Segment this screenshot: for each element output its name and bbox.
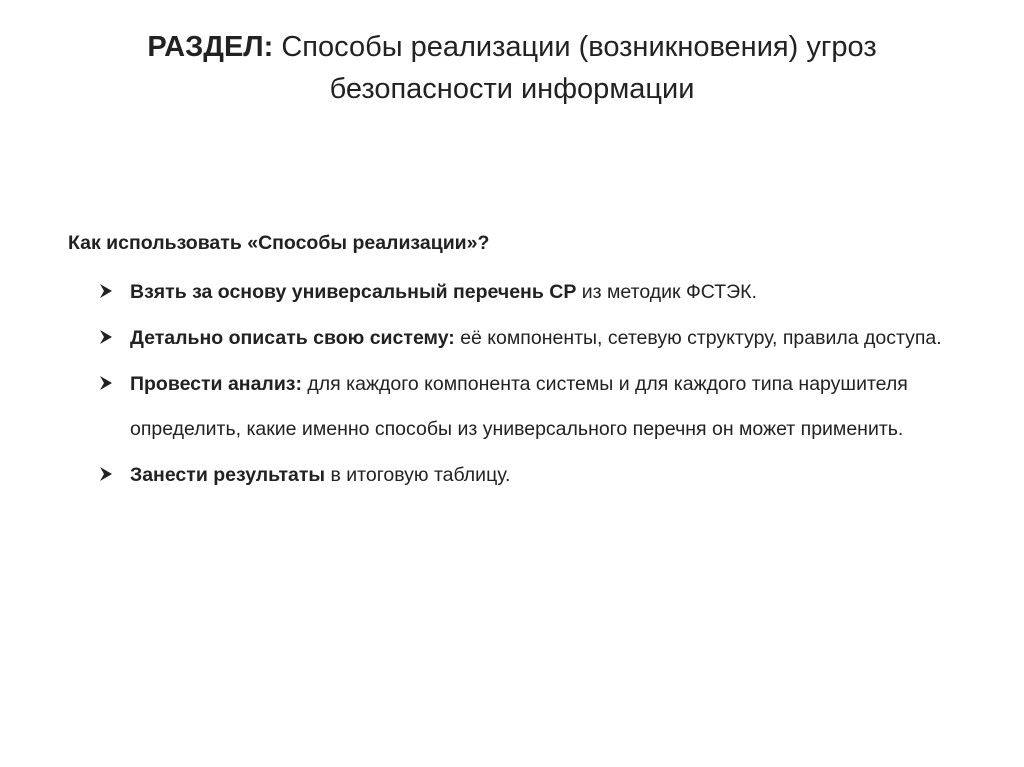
bullet-text: в итоговую таблицу. xyxy=(325,464,511,486)
bullet-item-describe-system xyxy=(68,316,988,361)
arrow-bullet-icon xyxy=(98,453,120,498)
bullet-bold-text: Занести результаты xyxy=(130,464,326,486)
bullet-bold-text: Взять за основу универсальный перечень СР xyxy=(130,281,577,303)
bullet-item-analysis xyxy=(68,362,988,452)
bullet-text: из методик ФСТЭК. xyxy=(576,281,757,303)
bullet-bold-text: Детально описать свою систему: xyxy=(130,327,455,349)
arrow-bullet-icon xyxy=(98,316,120,361)
bullet-item-base-list xyxy=(68,270,988,315)
question-heading: Как использовать «Способы реализации»? xyxy=(68,232,490,254)
title-text: Способы реализации (возникновения) угроз безопасности информации xyxy=(273,31,877,105)
slide-content xyxy=(68,228,988,499)
bullet-bold-text: Провести анализ: xyxy=(130,373,302,395)
arrow-bullet-icon xyxy=(98,362,120,407)
arrow-bullet-icon xyxy=(98,270,120,315)
bullet-text: для каждого компонента системы и для каждого типа нарушителя определить, какие именно способы из универсального перечня он может применить. xyxy=(130,373,908,440)
bullet-text: её компоненты, сетевую структуру, правила доступа. xyxy=(454,327,942,349)
bullet-list xyxy=(68,270,988,498)
bullet-item-results xyxy=(68,453,988,498)
slide-title xyxy=(80,26,944,110)
title-prefix: РАЗДЕЛ: xyxy=(147,31,274,63)
